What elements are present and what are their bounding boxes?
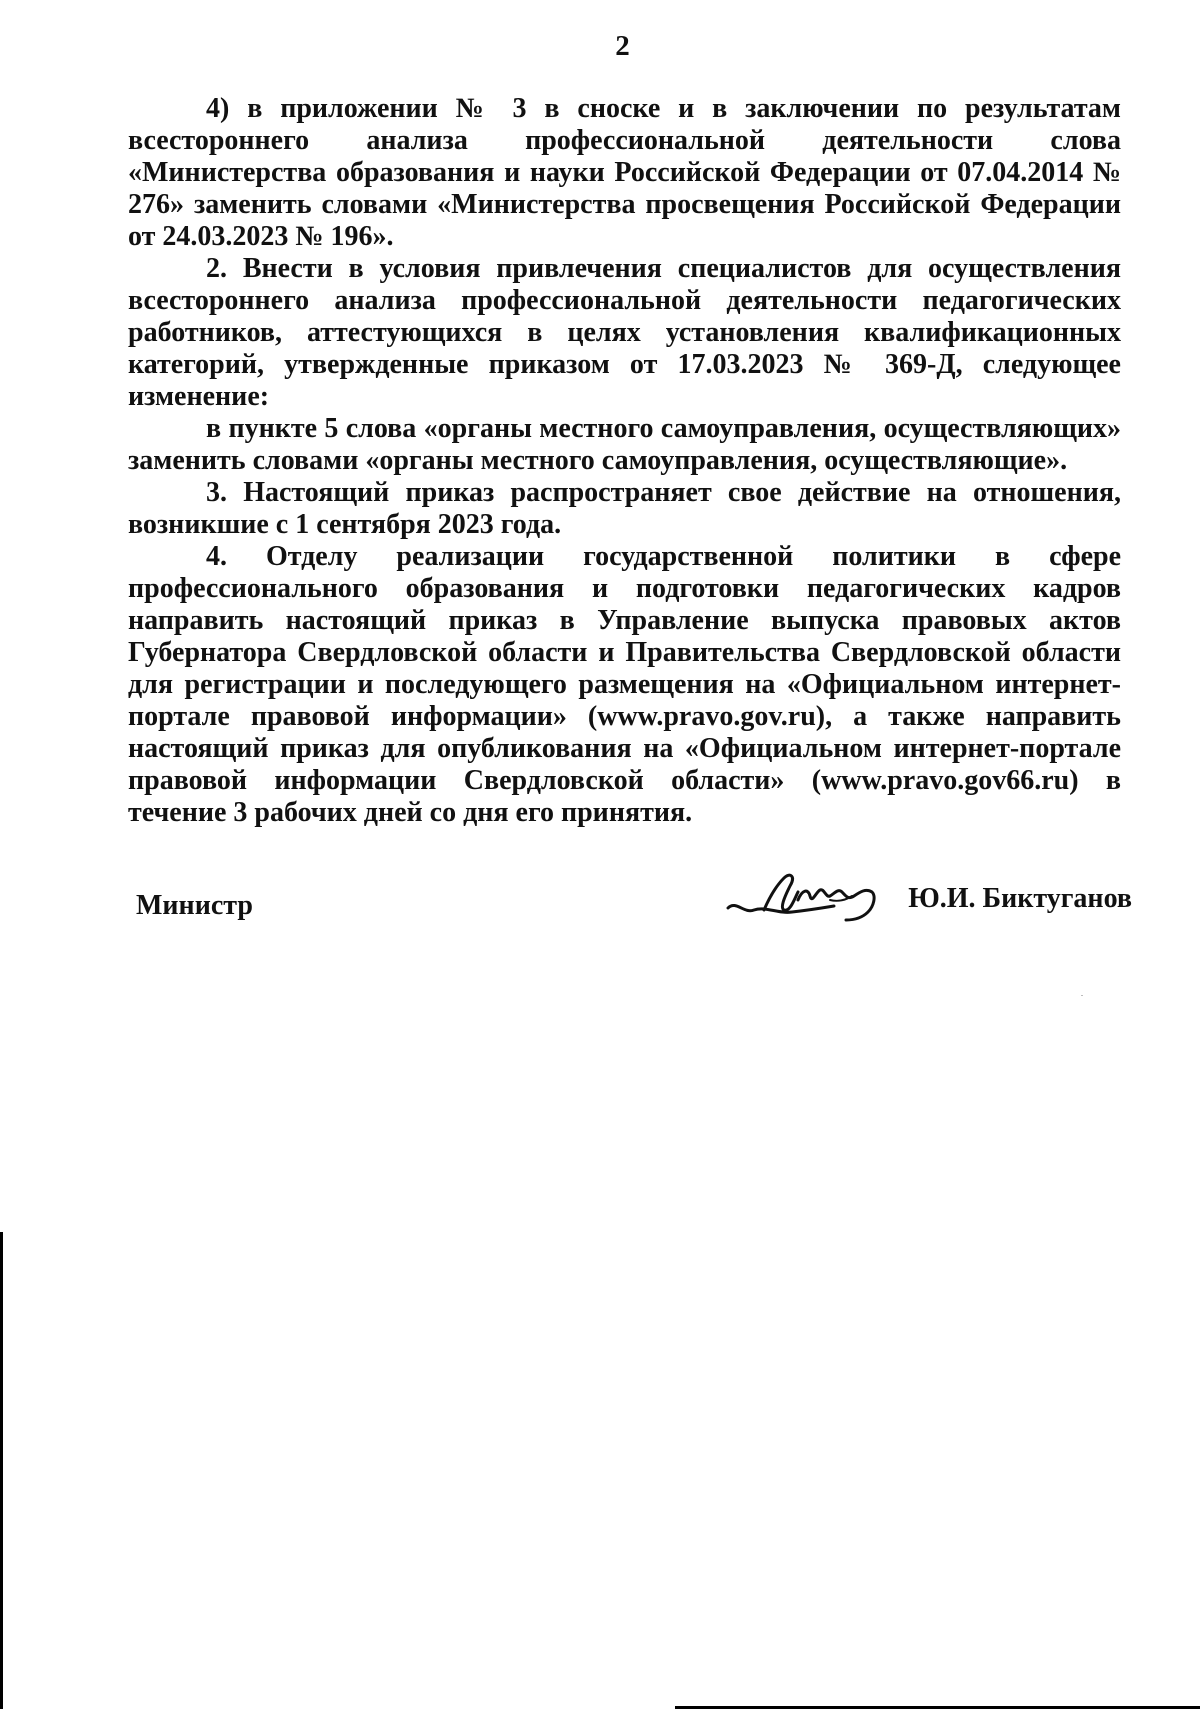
paragraph-item-4: 4) в приложении № 3 в сноске и в заключении по результатам всестороннего анализа профессиональной деятельности слова «Министерства образования и науки Российской Федерации от 07.04.2014 № 276» заменить словами «Министерства просвещения Российской Федерации от 24.03.2023 № 196».	[128, 93, 1121, 252]
minister-title: Министр	[136, 890, 253, 921]
paragraph-point-3: 3. Настоящий приказ распространяет свое действие на отношения, возникшие с 1 сентября 2023 года.	[128, 477, 1121, 540]
paragraph-point-2-change: в пункте 5 слова «органы местного самоуправления, осуществляющих» заменить словами «органы местного самоуправления, осуществляющие».	[128, 413, 1121, 476]
paragraph-point-4: 4. Отделу реализации государственной политики в сфере профессионального образования и подготовки педагогических кадров направить настоящий приказ в Управление выпуска правовых актов Губернатора Свердловской области и Правительства Свердловской области для регистрации и последующего размещения на «Официальном интернет-портале правовой информации» (www.pravo.gov.ru), а также направить настоящий приказ для опубликования на «Официальном интернет-портале правовой информации Свердловской области» (www.pravo.gov66.ru) в течение 3 рабочих дней со дня его принятия.	[128, 541, 1121, 828]
minister-name: Ю.И. Биктуганов	[908, 883, 1132, 914]
scan-left-edge-line	[0, 1232, 3, 1709]
paragraph-point-2: 2. Внести в условия привлечения специалистов для осуществления всестороннего анализа профессиональной деятельности педагогических работников, аттестующихся в целях установления квалификационных категорий, утвержденные приказом от 17.03.2023 № 369-Д, следующее изменение:	[128, 253, 1121, 412]
scan-speck	[1081, 995, 1083, 996]
document-body	[128, 93, 1121, 829]
signature-block	[726, 870, 1132, 928]
handwritten-signature	[726, 870, 904, 928]
page-number: 2	[615, 30, 630, 62]
